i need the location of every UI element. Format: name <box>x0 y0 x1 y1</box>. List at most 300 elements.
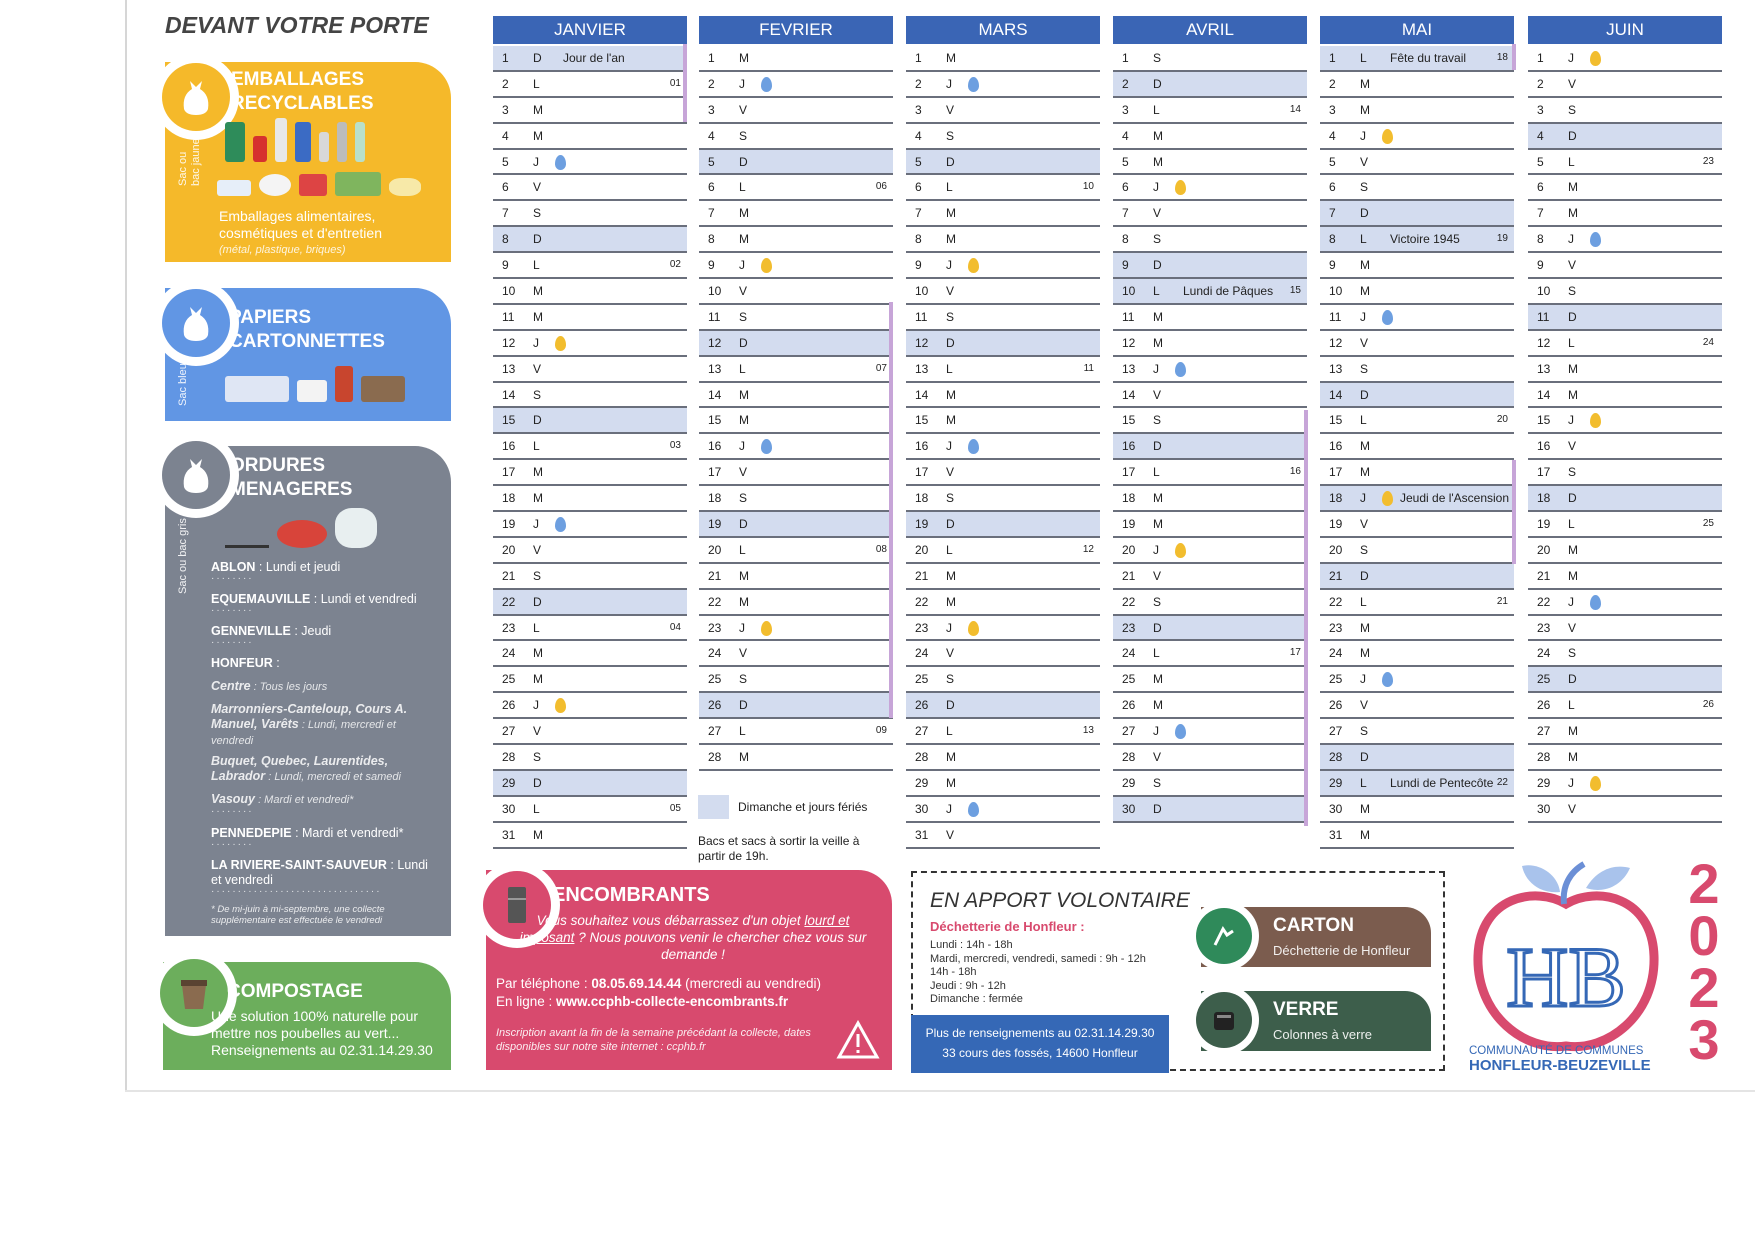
day-row <box>699 434 893 460</box>
day-number: 1 <box>502 51 509 65</box>
day-row <box>1113 408 1307 434</box>
weekday-letter: M <box>533 672 543 687</box>
day-number: 30 <box>1537 801 1551 816</box>
day-row <box>1113 719 1307 745</box>
recyclables-side-label: Sac ou bac jaune <box>177 138 202 186</box>
day-row <box>1113 693 1307 719</box>
day-row <box>1320 434 1514 460</box>
day-row <box>1528 693 1722 719</box>
week-number: 11 <box>1083 362 1094 374</box>
weekday-letter: M <box>1360 465 1370 480</box>
day-number: 24 <box>915 646 929 661</box>
week-number: 22 <box>1496 776 1508 788</box>
weekday-letter: L <box>1360 413 1367 428</box>
day-number: 11 <box>915 309 928 324</box>
weekday-letter: M <box>1153 309 1163 324</box>
day-number: 24 <box>502 646 516 661</box>
day-number: 17 <box>1122 465 1136 480</box>
weekday-letter: V <box>1360 517 1369 532</box>
day-number: 5 <box>915 154 922 169</box>
day-number: 6 <box>915 180 922 195</box>
day-row <box>1320 590 1514 616</box>
town-honfleur-centre: Centre : Tous les jours <box>211 679 328 693</box>
day-number: 16 <box>708 439 722 454</box>
weekday-letter: M <box>1360 439 1370 454</box>
weekday-letter: D <box>1568 309 1577 324</box>
day-number: 11 <box>1329 309 1342 324</box>
day-row <box>1320 564 1514 590</box>
weekday-letter: L <box>533 258 540 273</box>
day-row <box>493 331 687 357</box>
day-row <box>1528 460 1722 486</box>
day-number: 19 <box>915 517 929 532</box>
day-row <box>906 460 1100 486</box>
month-header: AVRIL <box>1113 16 1307 44</box>
weekday-letter: M <box>1153 491 1163 506</box>
day-row <box>1113 227 1307 253</box>
day-number: 15 <box>1122 413 1136 428</box>
day-number: 9 <box>1537 258 1544 273</box>
weekday-letter: D <box>1568 128 1577 143</box>
weekday-letter: J <box>1153 724 1159 739</box>
day-number: 29 <box>502 775 516 790</box>
weekday-letter: M <box>739 750 749 765</box>
day-row <box>1113 124 1307 150</box>
weekday-letter: V <box>1568 76 1577 91</box>
day-row <box>906 279 1100 305</box>
weekday-letter: S <box>1360 542 1369 557</box>
weekday-letter: M <box>533 491 543 506</box>
sunday-legend-label: Dimanche et jours fériés <box>738 800 868 814</box>
week-number: 01 <box>669 77 681 89</box>
weekday-letter: S <box>1153 232 1162 247</box>
yellow-collection-icon <box>1590 776 1601 791</box>
day-number: 1 <box>1122 51 1129 65</box>
weekday-letter: L <box>1568 335 1575 350</box>
weekday-letter: V <box>946 646 955 661</box>
town-genneville: GENNEVILLE : Jeudi ········ <box>211 624 332 648</box>
weekday-letter: J <box>946 439 952 454</box>
day-number: 14 <box>1122 387 1136 402</box>
grey-bag-icon <box>153 432 239 518</box>
day-row <box>1113 201 1307 227</box>
day-row <box>1113 253 1307 279</box>
day-number: 6 <box>1122 180 1129 195</box>
weekday-letter: M <box>1568 387 1578 402</box>
day-row <box>699 486 893 512</box>
weekday-letter: V <box>533 180 542 195</box>
day-number: 11 <box>1537 309 1550 324</box>
day-number: 19 <box>502 517 516 532</box>
day-number: 14 <box>502 387 516 402</box>
weekday-letter: L <box>533 801 540 816</box>
weekday-letter: M <box>1153 154 1163 169</box>
day-number: 5 <box>502 154 509 169</box>
day-row <box>906 719 1100 745</box>
school-holiday-bar <box>1512 460 1516 564</box>
day-row <box>1113 305 1307 331</box>
yellow-collection-icon <box>1175 180 1186 195</box>
weekday-letter: J <box>946 258 952 273</box>
weekday-letter: M <box>739 206 749 221</box>
week-number: 07 <box>875 362 887 374</box>
day-number: 28 <box>1122 750 1136 765</box>
month-avril <box>1113 16 1307 823</box>
day-number: 25 <box>1122 672 1136 687</box>
day-row <box>1528 667 1722 693</box>
day-number: 9 <box>502 258 509 273</box>
weekday-letter: L <box>1360 51 1367 65</box>
weekday-letter: M <box>1360 76 1370 91</box>
day-number: 3 <box>502 102 509 117</box>
day-number: 27 <box>1537 724 1551 739</box>
day-number: 12 <box>502 335 516 350</box>
day-number: 27 <box>1122 724 1136 739</box>
day-number: 15 <box>1537 413 1551 428</box>
weekday-letter: S <box>946 672 955 687</box>
town-honfleur-vasouy: Vasouy : Mardi et vendredi* ········ <box>211 792 354 817</box>
day-row <box>493 46 687 72</box>
day-row <box>906 201 1100 227</box>
town-pennedepie: PENNEDEPIE : Mardi et vendredi* ········ <box>211 826 404 850</box>
weekday-letter: J <box>1568 413 1574 428</box>
day-number: 23 <box>1537 620 1551 635</box>
weekday-letter: S <box>1568 102 1577 117</box>
day-row <box>1320 72 1514 98</box>
holiday-label: Lundi de Pâques <box>1183 284 1274 299</box>
ordures-pictures <box>225 508 377 548</box>
weekday-letter: V <box>946 102 955 117</box>
day-row <box>699 331 893 357</box>
day-number: 25 <box>1537 672 1551 687</box>
weekday-letter: S <box>1360 361 1369 376</box>
weekday-letter: D <box>739 517 748 532</box>
day-number: 7 <box>708 206 715 221</box>
day-number: 16 <box>1329 439 1343 454</box>
day-row <box>906 227 1100 253</box>
day-row <box>906 331 1100 357</box>
day-number: 18 <box>708 491 722 506</box>
yellow-collection-icon <box>761 621 772 636</box>
weekday-letter: V <box>946 284 955 299</box>
day-row <box>493 98 687 124</box>
year-digit: 3 <box>1688 1008 1720 1071</box>
school-holiday-bar <box>683 44 687 122</box>
day-number: 4 <box>1537 128 1544 143</box>
weekday-letter: S <box>1568 465 1577 480</box>
weekday-letter: J <box>533 154 539 169</box>
weekday-letter: D <box>533 775 542 790</box>
day-row <box>699 279 893 305</box>
week-number: 25 <box>1702 518 1714 530</box>
day-number: 28 <box>502 750 516 765</box>
day-row <box>1113 667 1307 693</box>
holiday-label: Jour de l'an <box>563 51 625 65</box>
day-number: 2 <box>1329 76 1336 91</box>
day-row <box>906 823 1100 849</box>
day-row <box>699 175 893 201</box>
week-number: 13 <box>1082 725 1094 737</box>
weekday-letter: J <box>739 620 745 635</box>
day-number: 15 <box>1329 413 1343 428</box>
day-row <box>493 201 687 227</box>
day-row <box>1113 460 1307 486</box>
day-number: 23 <box>708 620 722 635</box>
week-number: 19 <box>1496 233 1508 245</box>
blue-collection-icon <box>761 439 772 454</box>
day-row <box>1113 797 1307 823</box>
day-number: 10 <box>915 284 929 299</box>
day-row <box>493 512 687 538</box>
weekday-letter: M <box>1360 646 1370 661</box>
month-juin <box>1528 16 1722 823</box>
day-number: 9 <box>1122 258 1129 273</box>
day-number: 10 <box>1537 284 1551 299</box>
collection-note: Bacs et sacs à sortir la veille à partir de 19h. <box>698 834 860 863</box>
day-row <box>1528 408 1722 434</box>
ordures-side-label: Sac ou bac gris <box>177 518 189 594</box>
weekday-letter: V <box>739 646 748 661</box>
encombrants-card <box>486 870 892 1070</box>
day-row <box>493 408 687 434</box>
day-row <box>699 124 893 150</box>
weekday-letter: M <box>946 206 956 221</box>
ordures-title: ORDURES MENAGERES <box>230 455 353 500</box>
weekday-letter: D <box>533 232 542 247</box>
day-number: 21 <box>502 568 516 583</box>
day-row <box>1528 150 1722 176</box>
day-row <box>493 150 687 176</box>
day-number: 26 <box>915 698 929 713</box>
weekday-letter: J <box>533 335 539 350</box>
town-equemauville: EQUEMAUVILLE : Lundi et vendredi ········ <box>211 592 417 616</box>
day-number: 28 <box>1329 750 1343 765</box>
weekday-letter: J <box>1153 361 1159 376</box>
weekday-letter: D <box>533 51 542 65</box>
weekday-letter: J <box>739 439 745 454</box>
yellow-collection-icon <box>1590 413 1601 428</box>
weekday-letter: M <box>1153 698 1163 713</box>
day-row <box>1528 227 1722 253</box>
day-number: 20 <box>1329 542 1343 557</box>
weekday-letter: V <box>1153 387 1162 402</box>
weekday-letter: D <box>1568 491 1577 506</box>
day-number: 2 <box>708 76 715 91</box>
week-number: 17 <box>1289 647 1301 659</box>
day-row <box>699 538 893 564</box>
weekday-letter: L <box>1153 465 1160 480</box>
day-number: 1 <box>915 51 922 65</box>
weekday-letter: D <box>533 594 542 609</box>
day-number: 19 <box>1122 517 1136 532</box>
day-number: 27 <box>1329 724 1343 739</box>
day-row <box>493 823 687 849</box>
day-row <box>1528 590 1722 616</box>
day-number: 22 <box>1537 594 1551 609</box>
day-row <box>1528 771 1722 797</box>
day-row <box>1528 201 1722 227</box>
day-number: 30 <box>1122 801 1136 816</box>
day-number: 17 <box>502 465 516 480</box>
day-number: 8 <box>502 232 509 247</box>
weekday-letter: J <box>1568 594 1574 609</box>
day-row <box>906 383 1100 409</box>
town-honfleur-buquet: Buquet, Quebec, Laurentides, Labrador : Lundi, mercredi et samedi <box>211 754 401 783</box>
day-row <box>699 460 893 486</box>
weekday-letter: S <box>1153 594 1162 609</box>
day-row <box>493 486 687 512</box>
blue-collection-icon <box>555 155 566 170</box>
weekday-letter: L <box>946 180 953 195</box>
weekday-letter: L <box>1568 517 1575 532</box>
day-row <box>1113 771 1307 797</box>
school-holiday-bar <box>889 302 893 718</box>
weekday-letter: S <box>946 309 955 324</box>
calendar-year <box>1674 852 1734 1071</box>
compostage-description: Une solution 100% naturelle pour mettre nos poubelles au vert... Renseignements au 02.31.14.29.30 <box>211 1008 433 1058</box>
town-honfleur: HONFEUR : <box>211 656 280 670</box>
weekday-letter: S <box>739 128 748 143</box>
day-number: 29 <box>915 775 929 790</box>
day-number: 18 <box>1329 491 1343 506</box>
weekday-letter: M <box>1568 724 1578 739</box>
weekday-letter: L <box>533 439 540 454</box>
day-row <box>906 693 1100 719</box>
dechetterie-icon <box>1189 901 1259 971</box>
day-row <box>1320 124 1514 150</box>
day-row <box>1320 823 1514 849</box>
day-number: 15 <box>915 413 929 428</box>
month-janvier <box>493 16 687 849</box>
day-row <box>1113 434 1307 460</box>
day-number: 19 <box>708 517 722 532</box>
holiday-label: Fête du travail <box>1390 51 1467 65</box>
day-number: 17 <box>915 465 929 480</box>
day-number: 10 <box>1329 284 1343 299</box>
yellow-collection-icon <box>968 621 979 636</box>
day-row <box>906 486 1100 512</box>
weekday-letter: V <box>1568 258 1577 273</box>
day-row <box>906 408 1100 434</box>
day-number: 22 <box>708 594 722 609</box>
month-fevrier <box>699 16 893 771</box>
day-number: 20 <box>1537 542 1551 557</box>
day-row <box>1113 98 1307 124</box>
recyclables-description: Emballages alimentaires, cosmétiques et d'entretien (métal, plastique, briques) <box>219 208 382 256</box>
day-row <box>1113 383 1307 409</box>
weekday-letter: M <box>1360 801 1370 816</box>
weekday-letter: D <box>1153 258 1162 273</box>
day-number: 28 <box>708 750 722 765</box>
weekday-letter: J <box>946 76 952 91</box>
day-row <box>493 279 687 305</box>
day-row <box>1528 538 1722 564</box>
weekday-letter: L <box>946 361 953 376</box>
yellow-collection-icon <box>1590 51 1601 66</box>
verre-pill <box>1201 991 1431 1051</box>
week-number: 10 <box>1082 181 1094 193</box>
day-number: 23 <box>1122 620 1136 635</box>
day-number: 14 <box>708 387 722 402</box>
weekday-letter: L <box>739 542 746 557</box>
day-row <box>699 98 893 124</box>
blue-collection-icon <box>761 77 772 92</box>
weekday-letter: S <box>1153 775 1162 790</box>
yellow-collection-icon <box>1382 491 1393 506</box>
day-number: 21 <box>708 568 722 583</box>
weekday-letter: V <box>1568 439 1577 454</box>
yellow-collection-icon <box>555 336 566 351</box>
day-row <box>1113 331 1307 357</box>
weekday-letter: D <box>739 154 748 169</box>
fold-line-vertical <box>125 0 127 1092</box>
blue-collection-icon <box>555 517 566 532</box>
day-number: 10 <box>708 284 722 299</box>
month-mai <box>1320 16 1514 849</box>
day-row <box>1113 175 1307 201</box>
day-number: 24 <box>708 646 722 661</box>
day-row <box>493 693 687 719</box>
weekday-letter: D <box>739 698 748 713</box>
weekday-letter: J <box>739 258 745 273</box>
day-number: 16 <box>915 439 929 454</box>
day-row <box>699 72 893 98</box>
day-row <box>493 564 687 590</box>
day-row <box>1320 383 1514 409</box>
day-number: 14 <box>1537 387 1551 402</box>
day-row <box>1528 383 1722 409</box>
day-row <box>699 745 893 771</box>
blue-collection-icon <box>1175 362 1186 377</box>
day-number: 5 <box>1122 154 1129 169</box>
year-digit: 0 <box>1688 904 1720 967</box>
weekday-letter: M <box>946 568 956 583</box>
encombrants-web[interactable]: En ligne : www.ccphb-collecte-encombrants.fr <box>496 994 789 1009</box>
day-number: 18 <box>915 491 929 506</box>
weekday-letter: S <box>946 491 955 506</box>
yellow-collection-icon <box>968 258 979 273</box>
weekday-letter: M <box>533 102 543 117</box>
day-row <box>493 771 687 797</box>
day-row <box>906 150 1100 176</box>
encombrants-description: Vous souhaitez vous débarrassez d'un objet lourd et imposant ? Nous pouvons venir le chercher chez vous sur demande ! <box>519 913 867 962</box>
week-number: 18 <box>1496 52 1508 63</box>
day-number: 13 <box>915 361 929 376</box>
day-row <box>1528 124 1722 150</box>
day-row <box>1113 641 1307 667</box>
day-row <box>493 72 687 98</box>
weekday-letter: M <box>533 284 543 299</box>
weekday-letter: L <box>533 620 540 635</box>
weekday-letter: V <box>1360 154 1369 169</box>
weekday-letter: M <box>739 568 749 583</box>
day-row <box>906 641 1100 667</box>
day-row <box>699 150 893 176</box>
day-number: 17 <box>1537 465 1551 480</box>
day-row <box>906 46 1100 72</box>
day-number: 4 <box>1122 128 1129 143</box>
day-row <box>493 667 687 693</box>
blue-bag-icon <box>153 280 239 366</box>
weekday-letter: S <box>533 387 542 402</box>
day-row <box>699 408 893 434</box>
day-number: 1 <box>1537 51 1544 65</box>
day-number: 21 <box>1122 568 1136 583</box>
weekday-letter: M <box>1153 128 1163 143</box>
weekday-letter: J <box>1360 128 1366 143</box>
holiday-label: Lundi de Pentecôte <box>1390 775 1494 790</box>
day-number: 29 <box>1537 775 1551 790</box>
